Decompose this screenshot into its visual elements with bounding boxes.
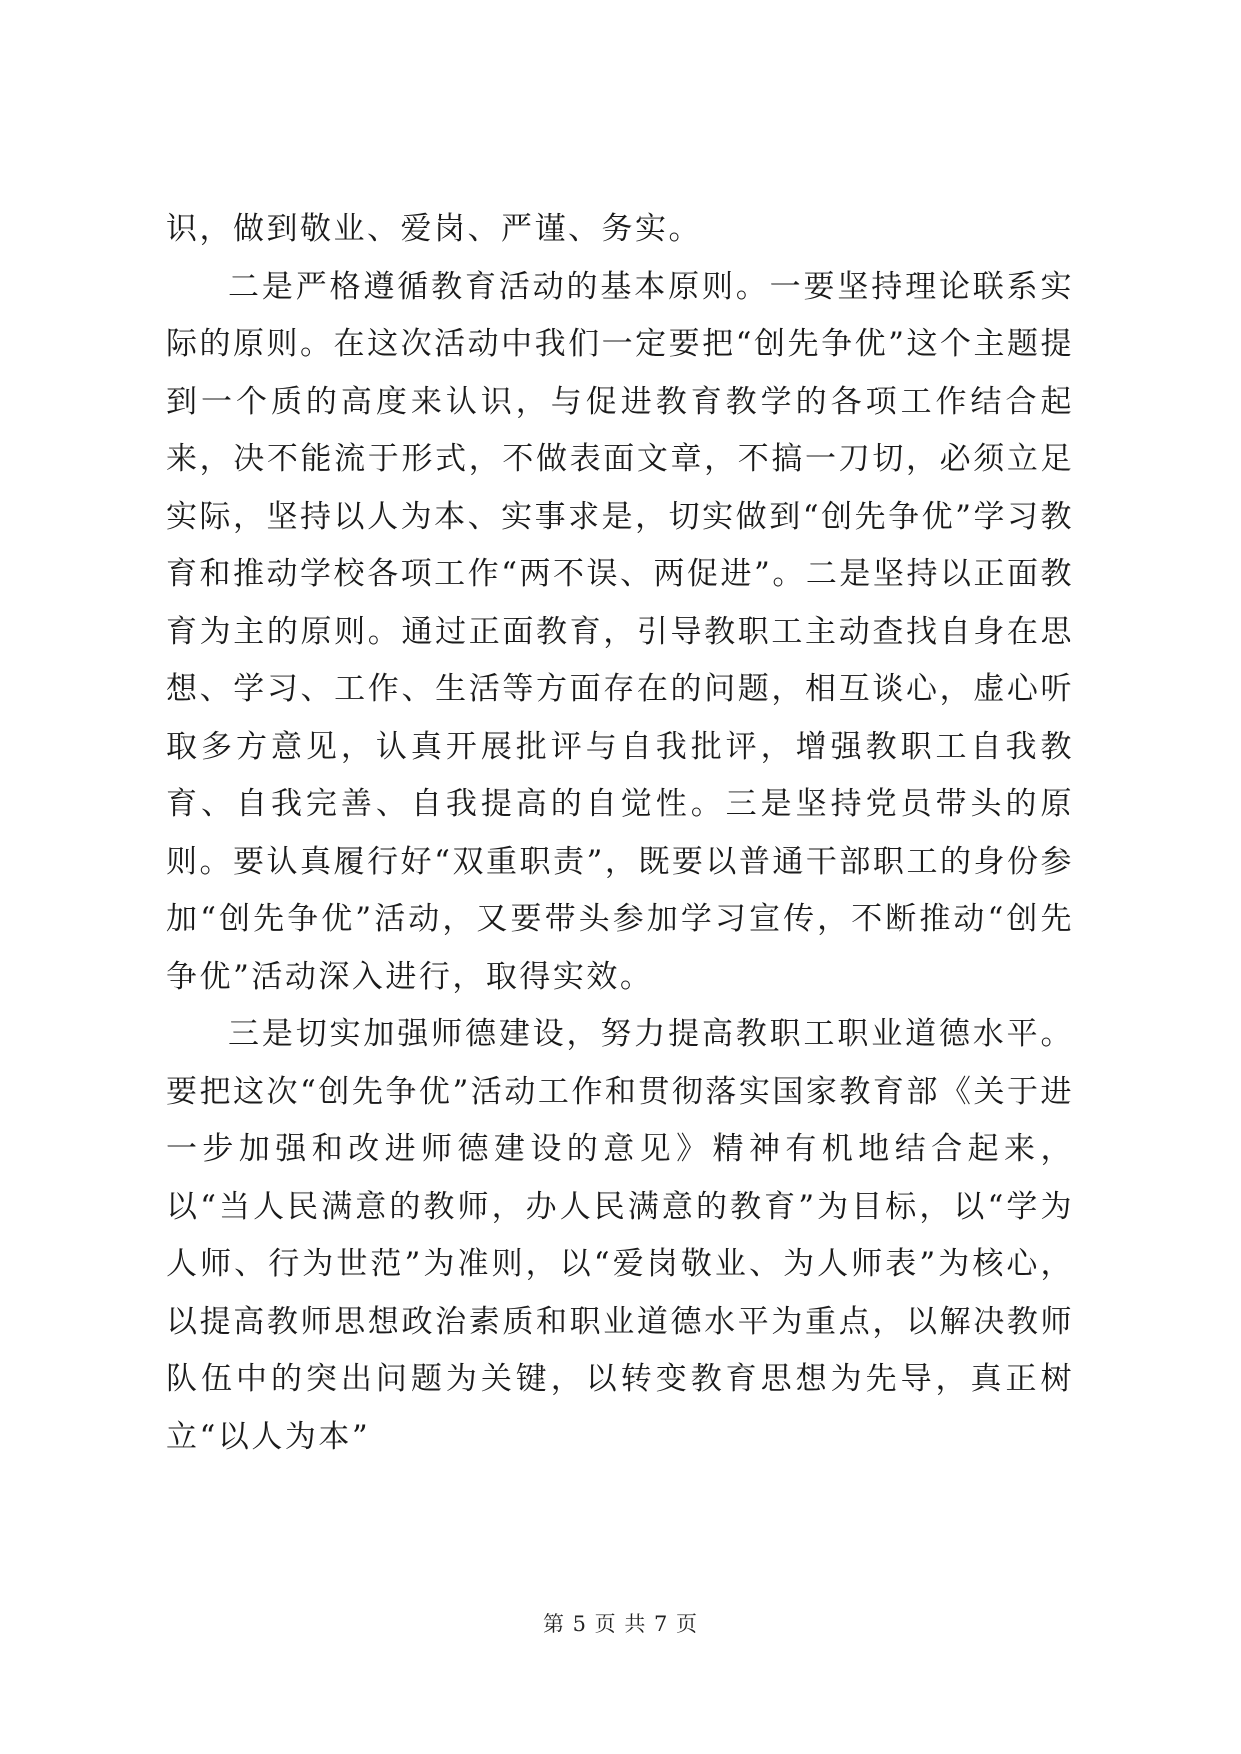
paragraph-principles: 二是严格遵循教育活动的基本原则。一要坚持理论联系实际的原则。在这次活动中我们一定要把“创先争优”这个主题提到一个质的高度来认识，与促进教育教学的各项工作结合起来，决不能流于形式，不做表面文章，不搞一刀切，必须立足实际，坚持以人为本、实事求是，切实做到“创先争优”学习教育和推动学校各项工作“两不误、两促进”。二是坚持以正面教育为主的原则。通过正面教育，引导教职工主动查找自身在思想、学习、工作、生活等方面存在的问题，相互谈心，虚心听取多方意见，认真开展批评与自我批评，增强教职工自我教育、自我完善、自我提高的自觉性。三是坚持党员带头的原则。要认真履行好“双重职责”，既要以普通干部职工的身份参加“创先争优”活动，又要带头参加学习宣传，不断推动“创先争优”活动深入进行，取得实效。 [166,268,1074,995]
paragraph-teacher-ethics: 三是切实加强师德建设，努力提高教职工职业道德水平。要把这次“创先争优”活动工作和贯彻落实国家教育部《关于进一步加强和改进师德建设的意见》精神有机地结合起来，以“当人民满意的教师，办人民满意的教育”为目标，以“学为人师、行为世范”为准则，以“爱岗敬业、为人师表”为核心，以提高教师思想政治素质和职业道德水平为重点，以解决教师队伍中的突出问题为关键，以转变教育思想为先导，真正树立“以人为本” [166,1016,1074,1455]
paragraph-continuation: 识，做到敬业、爱岗、严谨、务实。 [166,211,702,247]
page-number-footer: 第 5 页 共 7 页 [542,1612,699,1636]
document-body [166,201,1074,1466]
